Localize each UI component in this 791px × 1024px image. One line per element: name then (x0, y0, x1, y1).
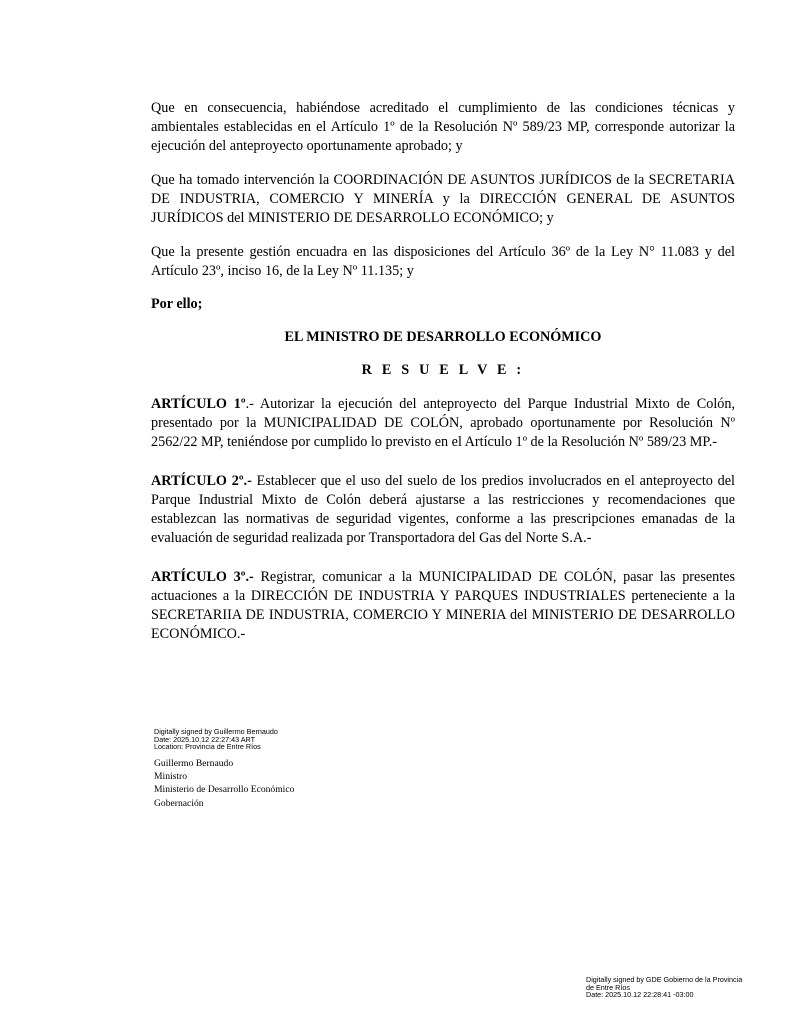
signature-signed-by: Digitally signed by Guillermo Bernaudo (154, 727, 278, 736)
article-2-text: Establecer que el uso del suelo de los predios involucrados en el anteproyecto del Parque Industrial Mixto de Colón deberá ajustarse a las restricciones y recomendaciones que establezcan las normativas de seguridad vigentes, conforme a las prescripciones emanadas de la evaluación de seguridad realizada por Transportadora del Gas del Norte S.A.- (151, 473, 735, 546)
digital-signature-minister (154, 728, 278, 751)
article-1-label: ARTÍCULO 1º (151, 396, 246, 412)
por-ello: Por ello; (151, 296, 203, 312)
signature-location: Location: Provincia de Entre Ríos (154, 742, 261, 752)
paragraph-consecuencia: Que en consecuencia, habiéndose acreditado el cumplimiento de las condiciones técnicas y ambientales establecidas en el Artículo 1º de la Resolución Nº 589/23 MP, corresponde autorizar la ejecución del anteproyecto oportunamente aprobado; y (151, 100, 735, 154)
article-3 (151, 568, 735, 644)
paragraph-gestion: Que la presente gestión encuadra en las disposiciones del Artículo 36º de la Ley N° 11.083 y del Artículo 23º, inciso 16, de la Ley Nº 11.135; y (151, 244, 735, 279)
signatory-ministry: Ministerio de Desarrollo Económico (154, 784, 295, 796)
article-2 (151, 472, 735, 548)
article-1 (151, 395, 735, 452)
digital-signature-gde (586, 976, 756, 999)
gde-signature-line1: Digitally signed by GDE Gobierno de la Provincia (586, 975, 743, 984)
signatory-organization: Gobernación (154, 797, 204, 809)
paragraph-intervencion: Que ha tomado intervención la COORDINACIÓN DE ASUNTOS JURÍDICOS de la SECRETARIA DE INDUSTRIA, COMERCIO Y MINERÍA y la DIRECCIÓN GENERAL DE ASUNTOS JURÍDICOS del MINISTERIO DE DESARROLLO ECONÓMICO; y (151, 172, 735, 226)
gde-signature-line2: de Entre Ríos (586, 982, 630, 992)
article-3-text: Registrar, comunicar a la MUNICIPALIDAD DE COLÓN, pasar las presentes actuaciones a la DIRECCIÓN DE INDUSTRIA Y PARQUES INDUSTRIALES perteneciente a la SECRETARIIA DE INDUSTRIA, COMERCIO Y MINERIA del MINISTERIO DE DESARROLLO ECONÓMICO.- (151, 569, 736, 642)
resuelve-heading: R E S U E L V E : (361, 362, 525, 378)
article-1-text: .- Autorizar la ejecución del anteproyecto del Parque Industrial Mixto de Colón, presentado por la MUNICIPALIDAD DE COLÓN, aprobado oportunamente por Resolución Nº 2562/22 MP, teniéndose por cumplido lo previsto en el Artículo 1º de la Resolución Nº 589/23 MP.- (151, 396, 735, 450)
gde-signature-date: Date: 2025.10.12 22:28:41 -03:00 (586, 990, 694, 1000)
signatory-name: Guillermo Bernaudo (154, 758, 234, 769)
article-2-label: ARTÍCULO 2º.- (151, 473, 252, 489)
signatory-role: Ministro (154, 771, 188, 783)
document-body (151, 99, 735, 664)
signature-date: Date: 2025.10.12 22:27:43 ART (154, 734, 255, 744)
article-3-label: ARTÍCULO 3º.- (151, 569, 254, 585)
minister-title: EL MINISTRO DE DESARROLLO ECONÓMICO (284, 329, 602, 345)
signatory-block (154, 757, 294, 810)
